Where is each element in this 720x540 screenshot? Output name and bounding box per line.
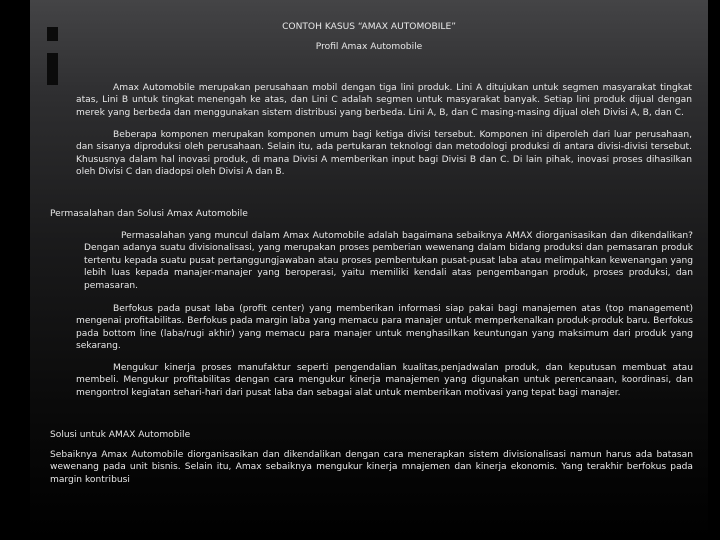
page-subtitle: Profil Amax Automobile (315, 42, 423, 52)
profile-paragraph-1: Amax Automobile merupakan perusahaan mobil dengan tiga lini produk. Lini A ditujukan untuk segmen masyarakat tingkat atas, Lini B untuk tingkat menengah ke atas, dan Lini C adalah segmen untuk masyarakat banyak. Setiap lini produk dijual dengan merek yang berbeda dan menggunakan sistem distribusi yang berbeda. Lini A, B, dan C masing-masing dijual oleh Divisi A, B, dan C. (76, 83, 692, 118)
problem-paragraph-1: Permasalahan yang muncul dalam Amax Automobile adalah bagaimana sebaiknya AMAX diorganisasikan dan dikendalikan? Dengan adanya suatu divisionalisasi, yang merupakan proses pemberian wewenang dalam bidang produksi dan pemasaran produk tertentu kepada suatu pusat pertanggungjawaban atau proses pembentukan pusat-pusat laba atau melimpahkan kewenangan yang lebih luas kepada manajer-manajer yang beroperasi, yaitu memiliki kendali atas pengembangan produk, proses produksi, dan pemasaran. (84, 231, 693, 291)
solution-paragraph: Sebaiknya Amax Automobile diorganisasikan dan dikendalikan dengan cara menerapkan sistem divisionalisasi namun harus ada batasan wewenang pada unit bisnis. Selain itu, Amax sebaiknya mengukur kinerja mnajemen dan kinerja ekonomis. Yang terakhir berfokus pada margin kontribusi (50, 450, 693, 485)
decorative-bar-bottom (47, 53, 58, 85)
problem-paragraph-2: Berfokus pada pusat laba (profit center) yang memberikan informasi siap pakai bagi manajemen atas (top management) mengenai profitabilitas. Berfokus pada margin laba yang memacu para manajer untuk memperkenalkan produk-produk baru. Berfokus pada bottom line (laba/rugi akhir) yang memacu para manajer untuk menghasilkan keuntungan yang maksimum dari produk yang sekarang. (76, 304, 693, 352)
page-title: CONTOH KASUS “AMAX AUTOMOBILE” (282, 22, 456, 32)
problem-heading: Permasalahan dan Solusi Amax Automobile (50, 209, 248, 219)
solution-heading: Solusi untuk AMAX Automobile (50, 430, 191, 440)
slide-frame (30, 0, 708, 540)
profile-paragraph-2: Beberapa komponen merupakan komponen umum bagi ketiga divisi tersebut. Komponen ini diperoleh dari luar perusahaan, dan sisanya diproduksi oleh perusahaan. Selain itu, ada pertukaran teknologi dan metodologi produksi di antara divisi-divisi tersebut. Khususnya dalam hal inovasi produk, di mana Divisi A memberikan input bagi Divisi B dan C. Di lain pihak, inovasi proses dihasilkan oleh Divisi C dan diadopsi oleh Divisi A dan B. (76, 130, 692, 178)
problem-paragraph-3: Mengukur kinerja proses manufaktur seperti pengendalian kualitas,penjadwalan produk, dan keputusan membuat atau membeli. Mengukur profitabilitas dengan cara mengukur kinerja manajemen yang digunakan untuk perencanaan, koordinasi, dan mengontrol kegiatan sehari-hari dari pusat laba dan sebagai alat untuk memberikan motivasi yang tepat bagi manajer. (76, 363, 693, 398)
